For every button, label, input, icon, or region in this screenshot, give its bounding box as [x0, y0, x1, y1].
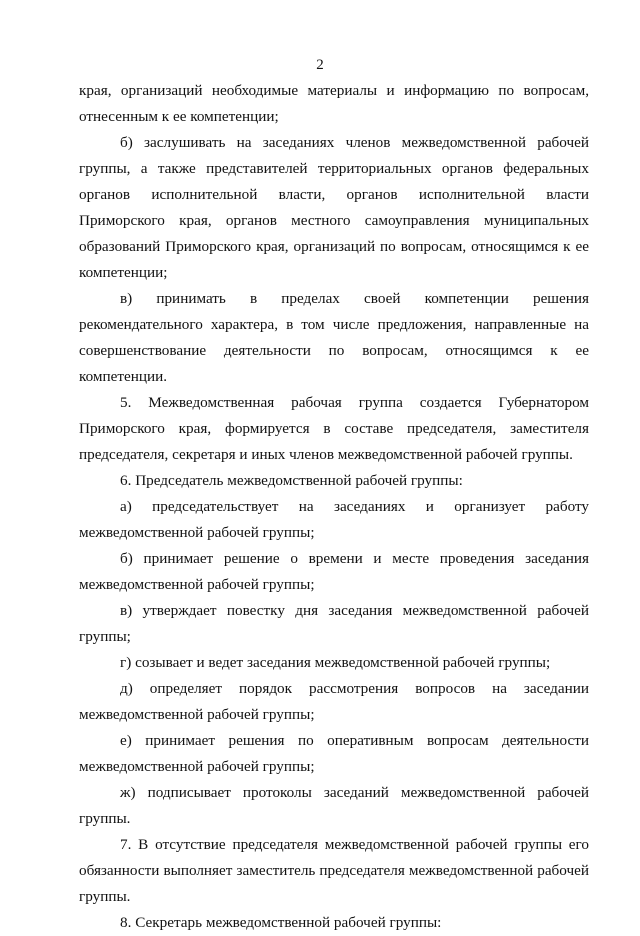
paragraph-5: 5. Межведомственная рабочая группа создается Губернатором Приморского края, формируется в составе председателя, заместителя председателя, секретаря и иных членов межведомственной рабочей группы.	[79, 394, 589, 463]
page-number: 2	[316, 57, 324, 73]
paragraph-8: 8. Секретарь межведомственной рабочей группы:	[120, 914, 442, 931]
paragraph-item-v-decide: в) принимать в пределах своей компетенции решения рекомендательного характера, в том числе предложения, направленные на совершенствование деятельности по вопросам, относящимся к ее компетенции.	[79, 290, 589, 385]
paragraph-7: 7. В отсутствие председателя межведомственной рабочей группы его обязанности выполняет заместитель председателя межведомственной рабочей группы.	[79, 836, 589, 905]
paragraph-item-b-hear: б) заслушивать на заседаниях членов межведомственной рабочей группы, а также представителей территориальных органов федеральных органов исполнительной власти, органов исполнительной власти Приморского края, органов местного самоуправления муниципальных образований Приморского края, организаций по вопросам, относящимся к ее компетенции;	[79, 134, 589, 281]
paragraph-6a: а) председательствует на заседаниях и организует работу межведомственной рабочей группы;	[79, 498, 589, 541]
document-body	[79, 78, 589, 936]
paragraph-6: 6. Председатель межведомственной рабочей группы:	[120, 472, 463, 489]
paragraph-6e: е) принимает решения по оперативным вопросам деятельности межведомственной рабочей группы;	[79, 732, 589, 775]
paragraph-continuation: края, организаций необходимые материалы и информацию по вопросам, отнесенным к ее компетенции;	[79, 82, 589, 125]
paragraph-6zh: ж) подписывает протоколы заседаний межведомственной рабочей группы.	[79, 784, 589, 827]
paragraph-6d: д) определяет порядок рассмотрения вопросов на заседании межведомственной рабочей группы;	[79, 680, 589, 723]
paragraph-6v: в) утверждает повестку дня заседания межведомственной рабочей группы;	[79, 602, 589, 645]
paragraph-6b: б) принимает решение о времени и месте проведения заседания межведомственной рабочей группы;	[79, 550, 589, 593]
paragraph-6g: г) созывает и ведет заседания межведомственной рабочей группы;	[120, 654, 551, 671]
